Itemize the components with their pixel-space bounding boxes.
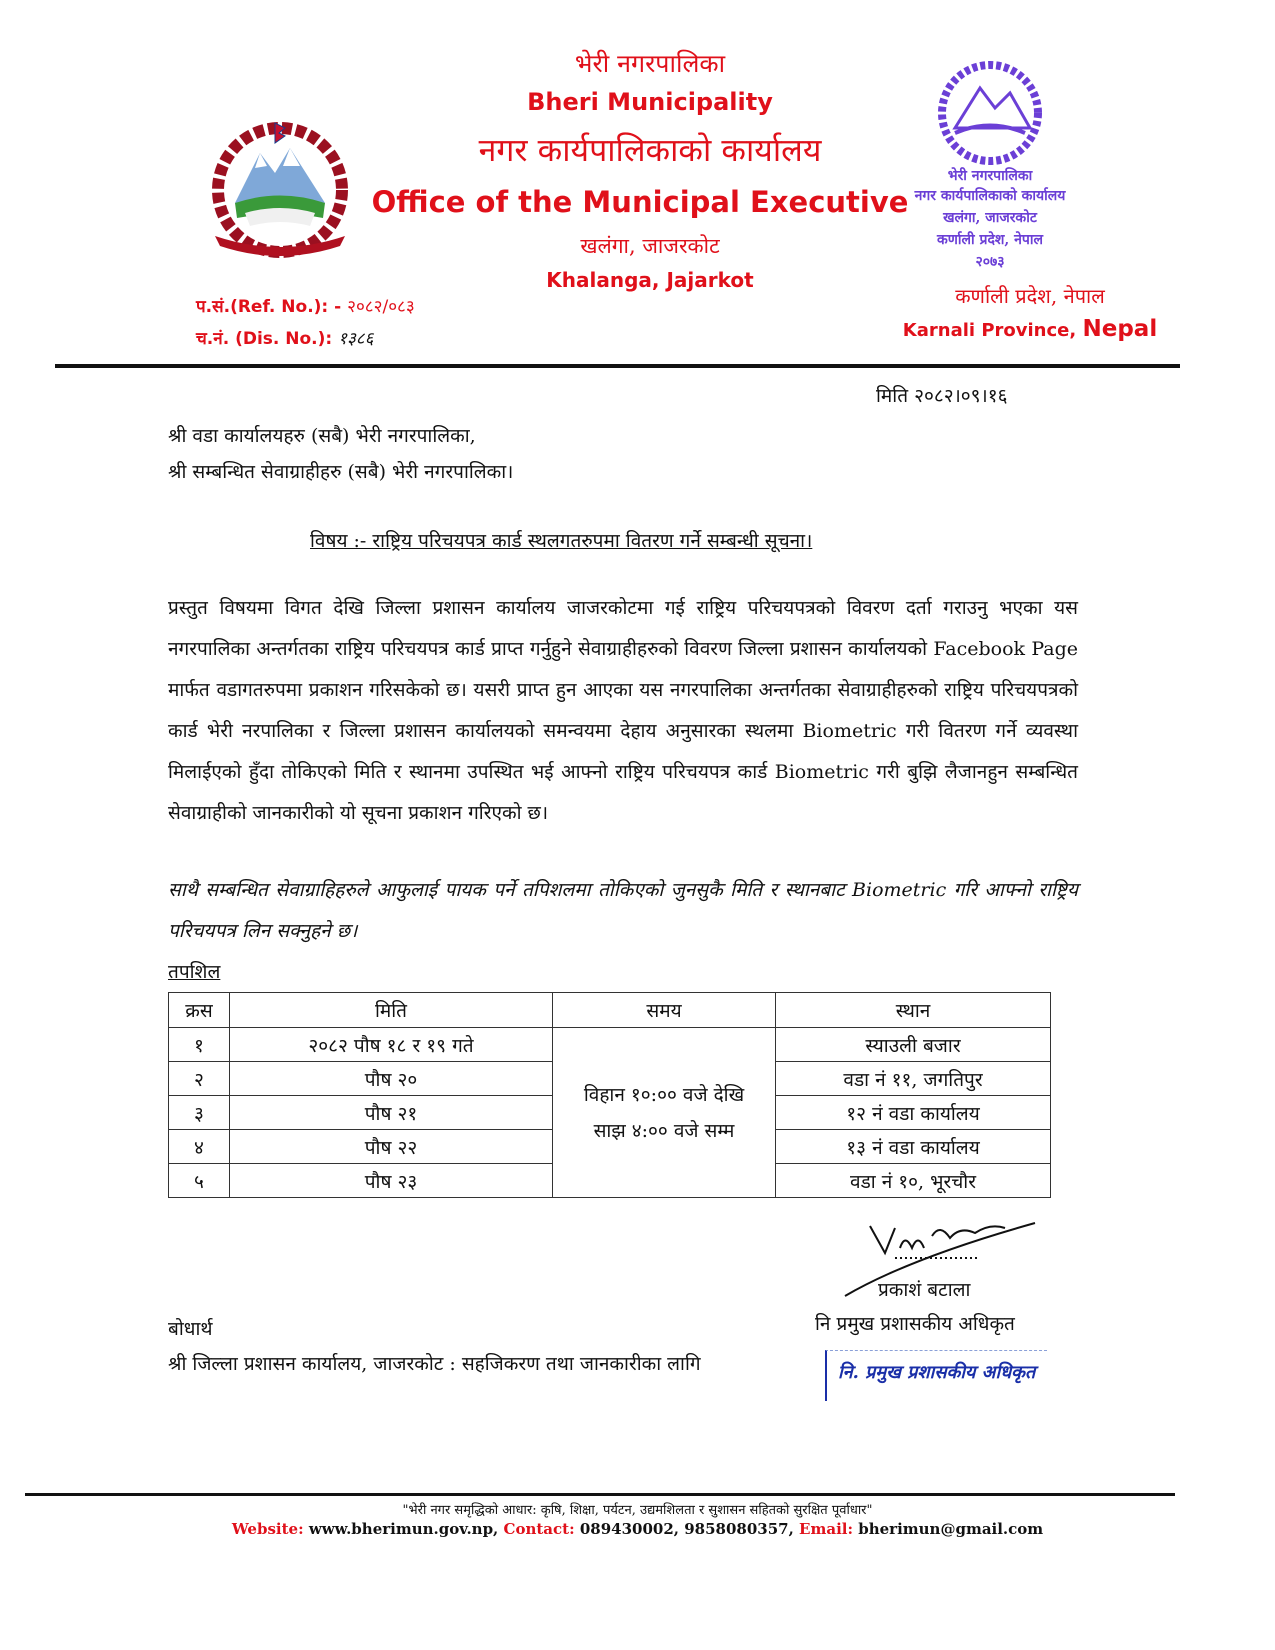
contact-phones: 089430002, 9858080357, [574, 1520, 800, 1538]
footer-divider [25, 1493, 1175, 1496]
dispatch-number [196, 326, 374, 349]
letter-subject: विषय :- राष्ट्रिय परिचयपत्र कार्ड स्थलगतरुपमा वितरण गर्ने सम्बन्धी सूचना। [310, 530, 813, 552]
recipient-line-2: श्री सम्बन्धित सेवाग्राहीहरु (सबै) भेरी नगरपालिका। [168, 461, 514, 483]
table-row [169, 1028, 1051, 1062]
cell-date: २०८२ पौष १८ र १९ गते [230, 1028, 553, 1062]
website-label: Website: [231, 1520, 304, 1538]
ref-value: २०८२/०८३ [347, 297, 415, 317]
cell-sn: ३ [169, 1096, 230, 1130]
stamp-line-3: खलंगा, जाजरकोट [943, 210, 1037, 226]
footer-contact [0, 1520, 1275, 1538]
cell-date: पौष २१ [230, 1096, 553, 1130]
ref-label: प.सं.(Ref. No.): - [196, 297, 348, 317]
col-header-place: स्थान [776, 993, 1051, 1028]
contact-label: Contact: [503, 1520, 575, 1538]
location-np: खलंगा, जाजरकोट [580, 234, 720, 258]
stamp-line-4: कर्णाली प्रदेश, नेपाल [937, 232, 1043, 248]
letter-body: प्रस्तुत विषयमा विगत देखि जिल्ला प्रशासन कार्यालय जाजरकोटमा गई राष्ट्रिय परिचयपत्रको विवरण दर्ता गराउनु भएका यस नगरपालिका अन्तर्गतका राष्ट्रिय परिचयपत्र कार्ड प्राप्त गर्नुहुने सेवाग्राहीहरुको विवरण जिल्ला प्रशासन कार्यालयको Facebook Page मार्फत वडागतरुपमा प्रकाशन गरिसकेको छ। यसरी प्राप्त हुन आएका यस नगरपालिका अन्तर्गतका सेवाग्राहीहरुको राष्ट्रिय परिचयपत्रको कार्ड भेरी नरपालिका र जिल्ला प्रशासन कार्यालयको समन्वयमा देहाय अनुसारका स्थलमा Biometric गरी वितरण गर्ने व्यवस्था मिलाईएको हुँदा तोकिएको मिति र स्थानमा उपस्थित भई आफ्नो राष्ट्रिय परिचयपत्र कार्ड Biometric गरी बुझि लैजानहुन सम्बन्धित सेवाग्राहीको जानकारीको यो सूचना प्रकाशन गरिएको छ। [168, 597, 1078, 824]
reference-number [196, 294, 415, 317]
province-en [880, 316, 1180, 342]
province-en-prefix: Karnali Province, [902, 320, 1083, 341]
office-name-np: नगर कार्यपालिकाको कार्यालय [478, 131, 822, 169]
email-link[interactable]: bherimun@gmail.com [853, 1520, 1044, 1538]
letter-date: मिति २०८२।०९।१६ [876, 385, 1008, 407]
dis-value: १३८६ [338, 329, 374, 349]
cell-place: १३ नं वडा कार्यालय [776, 1130, 1051, 1164]
municipality-name-en: Bheri Municipality [527, 88, 773, 116]
cell-time [553, 1028, 776, 1198]
col-header-sn: क्रस [169, 993, 230, 1028]
municipal-stamp [905, 58, 1075, 278]
footer-motto: "भेरी नगर समृद्धिको आधार: कृषि, शिक्षा, पर्यटन, उद्यमशिलता र सुशासन सहितको सुरक्षित पूर्वाधार" [402, 1503, 873, 1518]
cell-date: पौष २२ [230, 1130, 553, 1164]
dis-label: च.नं. (Dis. No.): [196, 329, 339, 349]
stamp-emblem-icon [905, 58, 1075, 168]
signer-title: नि प्रमुख प्रशासकीय अधिकृत [815, 1313, 1015, 1335]
stamp-year: २०७३ [975, 254, 1005, 270]
office-name-en: Office of the Municipal Executive [371, 185, 909, 219]
nepal-emblem-icon [205, 118, 355, 263]
header-divider [55, 364, 1180, 368]
distribution-schedule-table [168, 992, 1051, 1198]
letter-body-emphasis: साथै सम्बन्धित सेवाग्राहिहरुले आफुलाई पायक पर्ने तपिशलमा तोकिएको जुनसुकै मिति र स्थानबाट Biometric गरि आफ्नो राष्ट्रिय परिचयपत्र लिन सक्नुहने छ। [168, 879, 1078, 942]
schedule-label: तपशिल [168, 961, 221, 983]
cell-place: वडा नं १०, भूरचौर [776, 1164, 1051, 1198]
province-np: कर्णाली प्रदेश, नेपाल [955, 284, 1105, 308]
cc-label: बोधार्थ [168, 1318, 213, 1340]
cell-date: पौष २० [230, 1062, 553, 1096]
cell-sn: ५ [169, 1164, 230, 1198]
cell-date: पौष २३ [230, 1164, 553, 1198]
cell-place: वडा नं ११, जगतिपुर [776, 1062, 1051, 1096]
stamp-line-2: नगर कार्यपालिकाको कार्यालय [914, 188, 1066, 204]
province-en-country: Nepal [1082, 316, 1158, 342]
website-link[interactable]: www.bherimun.gov.np, [303, 1520, 504, 1538]
table-header-row [169, 993, 1051, 1028]
time-start: विहान १०:०० वजे देखि [583, 1083, 745, 1106]
cc-recipient: श्री जिल्ला प्रशासन कार्यालय, जाजरकोट : सहजिकरण तथा जानकारीका लागि [168, 1353, 701, 1375]
stamp-line-1: भेरी नगरपालिका [947, 168, 1033, 184]
cell-place: स्याउली बजार [776, 1028, 1051, 1062]
location-en: Khalanga, Jajarkot [546, 268, 754, 292]
cell-sn: ४ [169, 1130, 230, 1164]
recipient-line-1: श्री वडा कार्यालयहरु (सबै) भेरी नगरपालिका, [168, 425, 476, 447]
col-header-time: समय [553, 993, 776, 1028]
email-label: Email: [799, 1520, 854, 1538]
cell-place: १२ नं वडा कार्यालय [776, 1096, 1051, 1130]
cell-sn: २ [169, 1062, 230, 1096]
seal-text: नि. प्रमुख प्रशासकीय अधिकृत [838, 1362, 1036, 1383]
municipality-name-np: भेरी नगरपालिका [574, 49, 726, 78]
col-header-date: मिति [230, 993, 553, 1028]
signer-name: प्रकाशं बटाला [878, 1279, 971, 1301]
time-end: साझ ४:०० वजे सम्म [593, 1119, 735, 1142]
cell-sn: १ [169, 1028, 230, 1062]
